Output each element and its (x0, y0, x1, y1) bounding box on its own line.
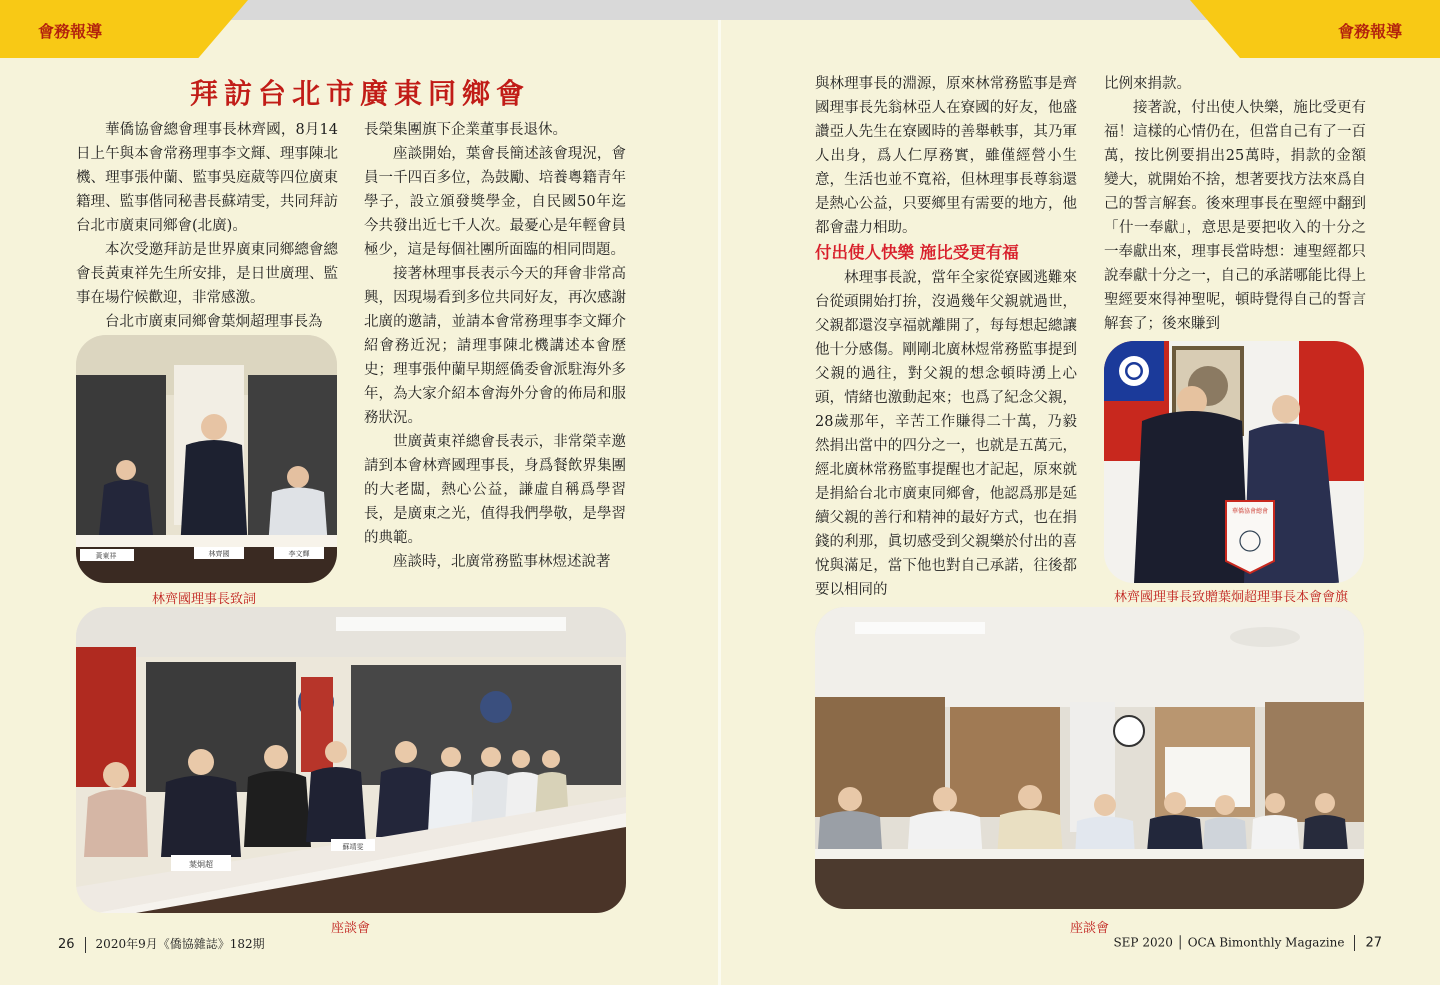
photo-speech (76, 335, 337, 583)
article-column-2 (364, 118, 626, 574)
paragraph: 華僑協會總會理事長林齊國，8月14日上午與本會常務理事李文輝、理事陳北機、理事張仲蘭、監事吳庭葳等四位廣東籍理、監事偕同秘書長蘇靖雯，共同拜訪台北市廣東同鄉會(北廣)。 (76, 122, 338, 234)
paragraph: 長榮集團旗下企業董事長退休。 (364, 122, 567, 138)
nameplate: 林齊國 (208, 550, 230, 558)
paragraph: 本次受邀拜訪是世界廣東同鄉總會總會長黃東祥先生所安排，是日世廣理、監事在場佇候歡迎，非常感激。 (76, 242, 338, 306)
photo-flag-presentation (1104, 341, 1364, 583)
article-column-4 (1104, 72, 1366, 336)
nameplate: 蘇靖雯 (342, 843, 364, 851)
footer-separator (85, 937, 86, 953)
footer-left (58, 935, 265, 953)
photo-caption: 林齊國理事長致詞 (152, 592, 257, 607)
paragraph: 與林理事長的淵源，原來林常務監事是齊國理事長先翁林亞人在寮國的好友，他盛讚亞人先生在寮國時的善舉軼事，其乃軍人出身，爲人仁厚務實，雖僅經營小生意，生活也並不寬裕，但林理事長尊翁還是熱心公益，只要鄉里有需要的地方，他都會盡力相助。 (815, 76, 1077, 236)
banner-text: 華僑協會總會 (1231, 508, 1269, 515)
page-number: 26 (58, 937, 75, 952)
footer-right (1113, 935, 1382, 951)
article-column-3 (815, 72, 1077, 602)
article-title: 拜訪台北市廣東同鄉會 (190, 77, 531, 110)
paragraph: 座談時，北廣常務監事林煜述說著 (393, 554, 611, 570)
paragraph: 林理事長說，當年全家從寮國逃難來台從頭開始打拚，沒過幾年父親就過世，父親都還沒享福就離開了，每每想起總讓他十分感傷。剛剛北廣林煜常務監事提到父親的過往，對父親的想念頓時湧上心頭，情緒也激動起來；也爲了紀念父親，28歲那年，辛苦工作賺得二十萬，乃毅然捐出當中的四分之一，也就是五萬元，經北廣林常務監事提醒也才記起，原來就是捐給台北市廣東同鄉會，他認爲那是延續父親的善行和精神的最好方式，也在捐錢的利那，眞切感受到父親樂於付出的喜悅與滿足，當下他也對自己承諾，往後都要以相同的 (815, 270, 1077, 598)
right-section-label: 會務報導 (1337, 22, 1402, 41)
nameplate: 李文輝 (288, 550, 310, 558)
section-subheading: 付出使人快樂 施比受更有福 (815, 243, 1019, 262)
paragraph: 台北市廣東同鄉會葉炯超理事長為 (105, 314, 323, 330)
paragraph: 接著林理事長表示今天的拜會非常高興，因現場看到多位共同好友，再次感謝北廣的邀請，並請本會常務理事李文輝介紹會務近況；請理事陳北機講述本會歷史；理事張仲蘭早期經僑委會派駐海外多年，為大家介紹本會海外分會的佈局和服務狀況。 (364, 266, 626, 426)
page-spread-divider (718, 20, 721, 985)
photo-forum-left (76, 607, 626, 913)
paragraph: 接著說，付出使人快樂，施比受更有福！這樣的心情仍在，但當自己有了一百萬，按比例要捐出25萬時，捐款的金額變大，就開始不捨，想著要找方法來爲自己的誓言解套。後來理事長在聖經中翻到「什一奉獻」，意思是要把收入的十分之一奉獻出來，理事長當時想：連聖經都只說奉獻十分之一，自己的承諾哪能比得上聖經要來得神聖呢，頓時覺得自己的誓言解套了；後來賺到 (1104, 100, 1366, 332)
paragraph: 世廣黃東祥總會長表示，非常榮幸邀請到本會林齊國理事長，身爲餐飲界集團的大老闆，熱心公益，謙虛自稱爲學習長，是廣東之光，值得我們學敬，是學習的典範。 (364, 434, 626, 546)
photo-caption: 座談會 (1070, 921, 1110, 936)
paragraph: 座談開始，葉會長簡述該會現況，會員一千四百多位，為鼓勵、培養粵籍青年學子，設立頒發獎學金，自民國50年迄今共發出近七千人次。最憂心是年輕會員極少，這是每個社團所面臨的相同問題。 (364, 146, 626, 258)
issue-info: 2020年9月《僑協雜誌》182期 (95, 937, 265, 951)
article-column-1 (76, 118, 338, 334)
photo-caption: 林齊國理事長致贈葉炯超理事長本會會旗 (1114, 590, 1349, 605)
photo-forum-right (815, 607, 1364, 909)
paragraph: 比例來捐款。 (1104, 76, 1191, 92)
photo-caption: 座談會 (331, 921, 371, 936)
page-number: 27 (1365, 935, 1382, 951)
footer-separator (1354, 935, 1355, 951)
nameplate: 葉炯超 (189, 860, 213, 869)
nameplate: 黃東祥 (95, 552, 117, 560)
issue-info: SEP 2020 │ OCA Bimonthly Magazine (1113, 935, 1345, 950)
left-section-label: 會務報導 (38, 22, 103, 41)
right-header-tab (1190, 0, 1440, 58)
